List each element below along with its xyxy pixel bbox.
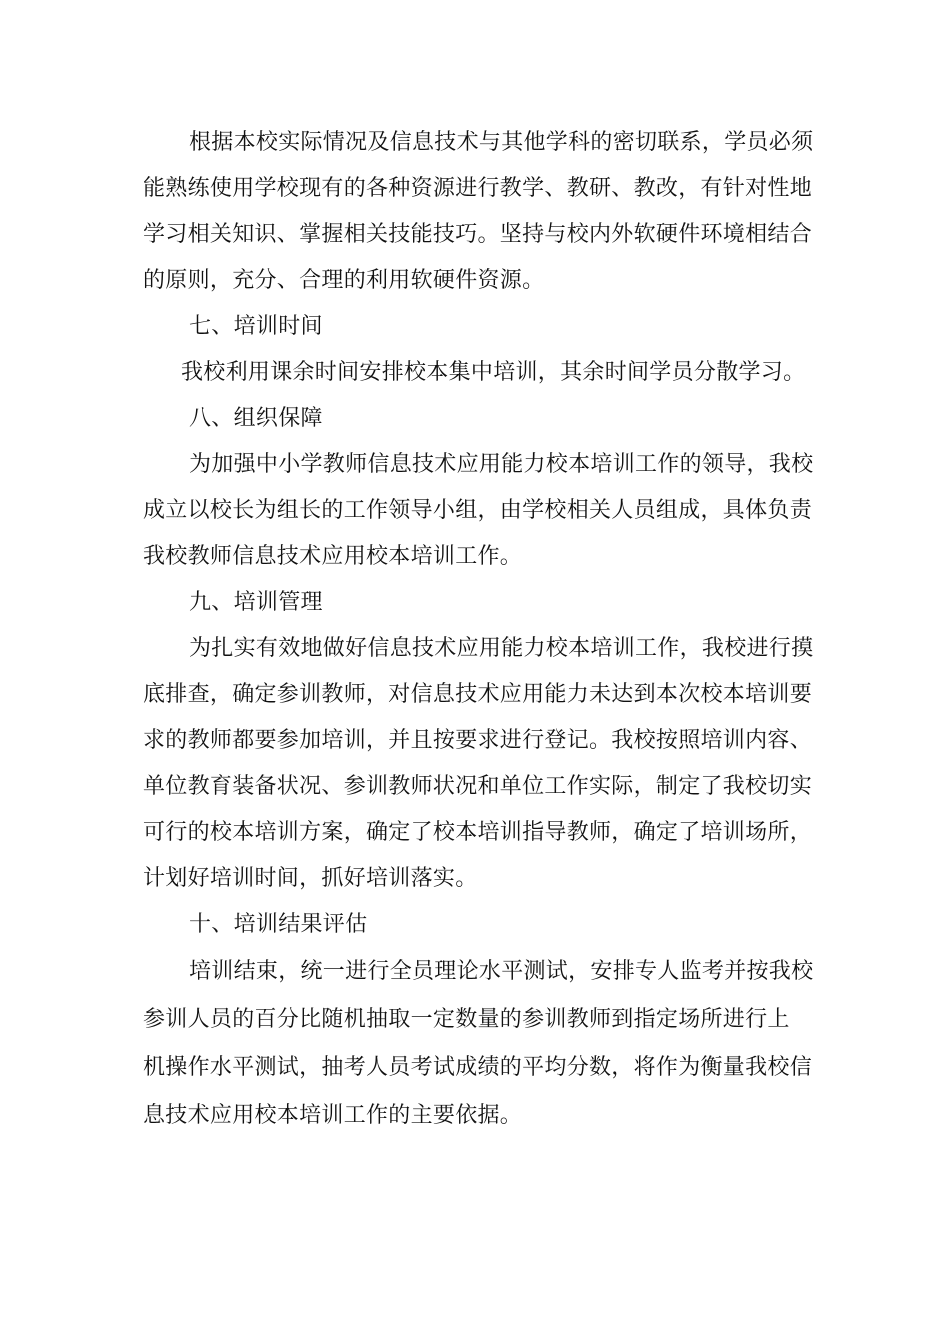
paragraph-line: 成立以校长为组长的工作领导小组，由学校相关人员组成，具体负责 bbox=[143, 498, 813, 523]
paragraph-line: 我校利用课余时间安排校本集中培训，其余时间学员分散学习。 bbox=[181, 360, 806, 385]
paragraph-line: 参训人员的百分比随机抽取一定数量的参训教师到指定场所进行上 bbox=[143, 1007, 790, 1032]
paragraph-line: 为加强中小学教师信息技术应用能力校本培训工作的领导，我校 bbox=[189, 452, 814, 477]
paragraph-line: 我校教师信息技术应用校本培训工作。 bbox=[143, 544, 523, 569]
document-page bbox=[143, 120, 814, 1140]
paragraph-line: 培训结束，统一进行全员理论水平测试，安排专人监考并按我校 bbox=[189, 959, 814, 984]
paragraph-line: 能熟练使用学校现有的各种资源进行教学、教研、教改，有针对性地 bbox=[143, 176, 813, 201]
section-heading-8: 八、组织保障 bbox=[189, 406, 323, 431]
section-heading-7: 七、培训时间 bbox=[189, 314, 323, 339]
paragraph-line: 为扎实有效地做好信息技术应用能力校本培训工作，我校进行摸 bbox=[189, 636, 814, 661]
paragraph-line: 学习相关知识、掌握相关技能技巧。坚持与校内外软硬件环境相结合 bbox=[143, 222, 813, 247]
paragraph-line: 息技术应用校本培训工作的主要依据。 bbox=[143, 1103, 523, 1128]
paragraph-line: 单位教育装备状况、参训教师状况和单位工作实际，制定了我校切实 bbox=[143, 774, 813, 799]
paragraph-line: 底排查，确定参训教师，对信息技术应用能力未达到本次校本培训要 bbox=[143, 682, 813, 707]
section-heading-9: 九、培训管理 bbox=[189, 590, 323, 615]
paragraph-line: 的原则，充分、合理的利用软硬件资源。 bbox=[143, 268, 545, 293]
paragraph-line: 根据本校实际情况及信息技术与其他学科的密切联系，学员必须 bbox=[189, 130, 814, 155]
paragraph-line: 计划好培训时间，抓好培训落实。 bbox=[143, 866, 478, 891]
paragraph-line: 求的教师都要参加培训，并且按要求进行登记。我校按照培训内容、 bbox=[143, 728, 813, 753]
paragraph-line: 机操作水平测试，抽考人员考试成绩的平均分数，将作为衡量我校信 bbox=[143, 1055, 813, 1080]
paragraph-line: 可行的校本培训方案，确定了校本培训指导教师，确定了培训场所， bbox=[143, 820, 813, 845]
section-heading-10: 十、培训结果评估 bbox=[189, 912, 368, 937]
